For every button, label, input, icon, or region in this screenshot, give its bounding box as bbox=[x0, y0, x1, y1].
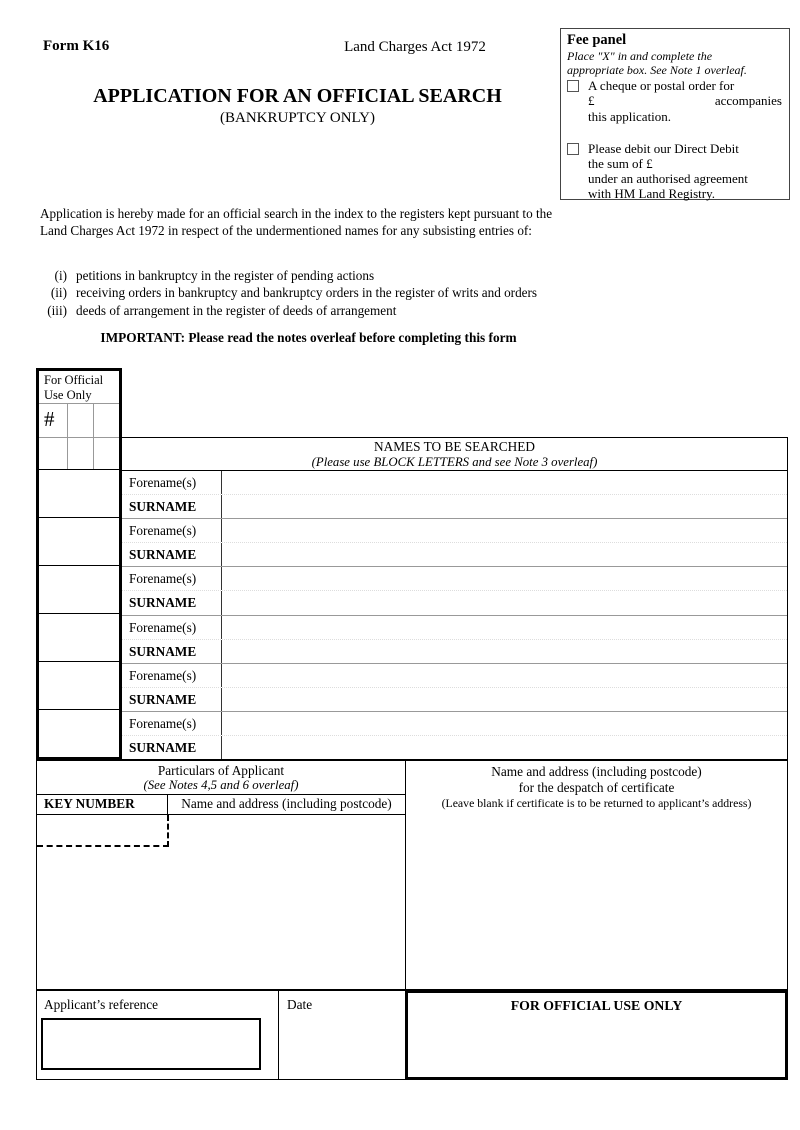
forename-label: Forename(s) bbox=[122, 519, 222, 542]
register-list bbox=[40, 267, 537, 319]
official-use-cell bbox=[94, 438, 119, 469]
key-number-field[interactable] bbox=[37, 815, 169, 847]
pound-sign: £ bbox=[588, 93, 595, 109]
application-paragraph: Application is hereby made for an official search in the index to the registers kept pursuant to the Land Charges Act 1972 in respect of the undermentioned names for any subsisting entries of: bbox=[40, 206, 553, 238]
applicant-reference-label: Applicant’s reference bbox=[44, 997, 159, 1012]
fee-panel bbox=[560, 28, 790, 200]
names-header-subtitle: (Please use BLOCK LETTERS and see Note 3 overleaf) bbox=[311, 455, 598, 469]
applicant-particulars-body bbox=[37, 815, 405, 989]
direct-debit-label-line2: the sum of £ bbox=[588, 156, 653, 172]
despatch-header bbox=[406, 761, 787, 811]
direct-debit-label-line1: Please debit our Direct Debit bbox=[588, 140, 739, 156]
surname-field[interactable] bbox=[222, 543, 787, 566]
name-pair-row bbox=[122, 663, 787, 711]
official-use-grid-row bbox=[39, 438, 119, 470]
official-use-only-box bbox=[405, 990, 788, 1080]
forename-label: Forename(s) bbox=[122, 616, 222, 639]
cheque-accompanies-label: accompanies bbox=[714, 93, 782, 109]
official-use-cell bbox=[39, 438, 68, 469]
list-item-number: (iii) bbox=[47, 302, 67, 318]
official-use-cell bbox=[39, 566, 119, 614]
official-use-grid bbox=[36, 368, 122, 760]
applicant-reference-field[interactable] bbox=[41, 1018, 261, 1070]
particulars-section bbox=[36, 760, 788, 990]
surname-label: SURNAME bbox=[122, 640, 222, 663]
applicant-particulars-panel bbox=[37, 761, 406, 989]
date-cell bbox=[279, 991, 406, 1079]
forename-field[interactable] bbox=[222, 664, 787, 687]
list-item-number: (i) bbox=[54, 268, 67, 283]
surname-field[interactable] bbox=[222, 688, 787, 711]
footer-cells bbox=[36, 990, 406, 1080]
date-label: Date bbox=[287, 997, 313, 1012]
forename-field[interactable] bbox=[222, 519, 787, 542]
official-use-cell bbox=[68, 404, 94, 437]
page-title: APPLICATION FOR AN OFFICIAL SEARCH bbox=[93, 85, 502, 107]
names-table bbox=[122, 437, 788, 760]
despatch-note: (Leave blank if certificate is to be returned to applicant’s address) bbox=[441, 795, 752, 810]
important-note: IMPORTANT: Please read the notes overleaf before completing this form bbox=[100, 330, 517, 345]
applicant-particulars-subtitle: (See Notes 4,5 and 6 overleaf) bbox=[143, 778, 299, 792]
list-item bbox=[40, 267, 537, 284]
list-item-text: petitions in bankruptcy in the register of pending actions bbox=[76, 268, 375, 283]
official-use-cell bbox=[39, 710, 119, 757]
page-subtitle: (BANKRUPTCY ONLY) bbox=[219, 110, 376, 126]
surname-field[interactable] bbox=[222, 591, 787, 614]
applicant-reference-cell bbox=[37, 991, 279, 1079]
surname-field[interactable] bbox=[222, 640, 787, 663]
surname-label: SURNAME bbox=[122, 736, 222, 759]
direct-debit-label-line3: under an authorised agreement bbox=[588, 171, 748, 187]
surname-label: SURNAME bbox=[122, 591, 222, 614]
forename-label: Forename(s) bbox=[122, 471, 222, 494]
surname-label: SURNAME bbox=[122, 495, 222, 518]
surname-field[interactable] bbox=[222, 495, 787, 518]
list-item bbox=[40, 284, 537, 301]
forename-field[interactable] bbox=[222, 712, 787, 735]
direct-debit-checkbox[interactable] bbox=[567, 143, 579, 155]
list-item bbox=[40, 302, 537, 319]
applicant-address-field[interactable] bbox=[169, 815, 405, 989]
official-use-cell bbox=[94, 404, 119, 437]
form-id-label: Form K16 bbox=[43, 38, 110, 54]
fee-panel-instruction-line2: appropriate box. See Note 1 overleaf. bbox=[567, 63, 747, 78]
applicant-address-label: Name and address (including postcode) bbox=[181, 796, 392, 811]
names-table-header bbox=[122, 438, 787, 471]
despatch-panel bbox=[406, 761, 787, 989]
forename-field[interactable] bbox=[222, 567, 787, 590]
despatch-label-line2: for the despatch of certificate bbox=[518, 779, 675, 795]
surname-field[interactable] bbox=[222, 736, 787, 759]
official-use-cell bbox=[39, 662, 119, 710]
official-use-cell bbox=[68, 438, 94, 469]
applicant-particulars-header bbox=[37, 761, 405, 795]
applicant-particulars-title: Particulars of Applicant bbox=[157, 763, 285, 778]
cheque-option-label: A cheque or postal order for bbox=[588, 78, 735, 94]
list-item-number: (ii) bbox=[50, 285, 67, 301]
hash-mark: # bbox=[44, 407, 55, 431]
applicant-particulars-subheader bbox=[37, 795, 405, 815]
fee-panel-instruction-line1: Place "X" in and complete the bbox=[567, 48, 713, 63]
official-use-only-label: FOR OFFICIAL USE ONLY bbox=[510, 998, 683, 1013]
official-use-grid-label: For Official Use Only bbox=[39, 371, 119, 404]
official-use-cell bbox=[39, 470, 119, 518]
surname-label: SURNAME bbox=[122, 688, 222, 711]
cheque-checkbox[interactable] bbox=[567, 80, 579, 92]
official-use-cell bbox=[39, 614, 119, 662]
key-number-label: KEY NUMBER bbox=[37, 795, 168, 814]
surname-label: SURNAME bbox=[122, 543, 222, 566]
forename-field[interactable] bbox=[222, 471, 787, 494]
name-pair-row bbox=[122, 471, 787, 518]
name-pair-row bbox=[122, 566, 787, 614]
cheque-option-label-line3: this application. bbox=[588, 108, 672, 124]
name-pair-row bbox=[122, 518, 787, 566]
list-item-text: deeds of arrangement in the register of deeds of arrangement bbox=[76, 302, 397, 318]
forename-label: Forename(s) bbox=[122, 712, 222, 735]
names-header-title: NAMES TO BE SEARCHED bbox=[374, 439, 535, 454]
despatch-address-field[interactable] bbox=[406, 811, 787, 989]
name-pair-row bbox=[122, 711, 787, 759]
name-pair-row bbox=[122, 615, 787, 663]
despatch-label-line1: Name and address (including postcode) bbox=[491, 764, 702, 779]
list-item-text: receiving orders in bankruptcy and bankruptcy orders in the register of writs and orders bbox=[76, 285, 538, 301]
fee-panel-title: Fee panel bbox=[567, 32, 627, 48]
forename-field[interactable] bbox=[222, 616, 787, 639]
act-title: Land Charges Act 1972 bbox=[344, 39, 486, 55]
direct-debit-label-line4: with HM Land Registry. bbox=[588, 186, 715, 202]
cheque-amount-field[interactable] bbox=[595, 93, 715, 108]
forename-label: Forename(s) bbox=[122, 567, 222, 590]
official-use-grid-row bbox=[39, 404, 119, 438]
official-use-cell bbox=[39, 518, 119, 566]
forename-label: Forename(s) bbox=[122, 664, 222, 687]
official-use-cell bbox=[39, 404, 68, 437]
